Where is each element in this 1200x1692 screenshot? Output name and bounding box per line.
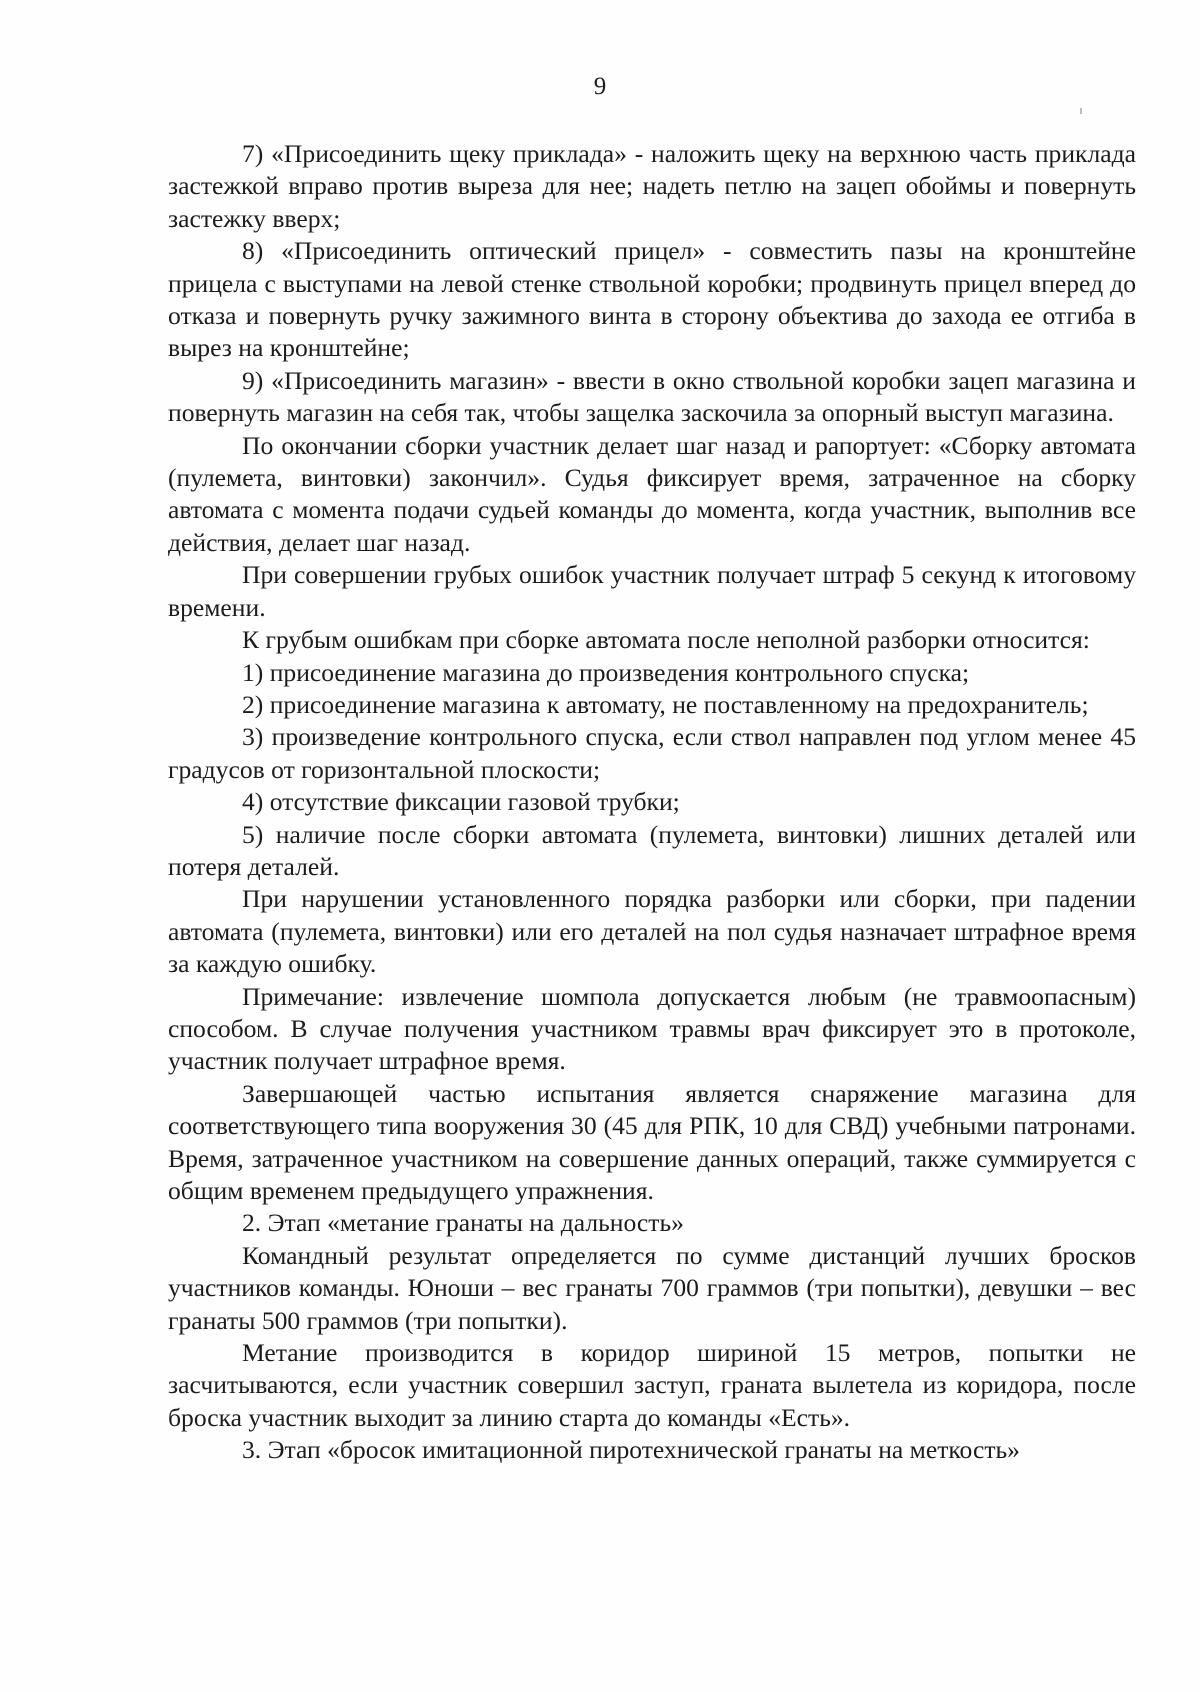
paragraph-magazine-loading: Завершающей частью испытания является снаряжение магазина для соответствующего типа вооружения 30 (45 для РПК, 10 для СВД) учебными патронами. Время, затраченное участником на совершение данных операций, также суммируется с общим временем предыдущего упражнения. — [168, 1078, 1136, 1205]
section-heading-stage-3: 3. Этап «бросок имитационной пиротехнической гранаты на меткость» — [242, 1435, 1020, 1465]
paragraph-error-2: 2) присоединение магазина к автомату, не поставленному на предохранитель; — [242, 689, 1089, 719]
paragraph-throwing-rules: Метание производится в коридор шириной 15 метров, попытки не засчитываются, если участник совершил заступ, граната вылетела из коридора, после броска участник выходит за линию старта до команды «Есть». — [168, 1338, 1136, 1432]
paragraph-error-1: 1) присоединение магазина до произведения контрольного спуска; — [242, 657, 970, 687]
document-body — [168, 138, 1136, 1467]
paragraph-item-9: 9) «Присоединить магазин» - ввести в окно ствольной коробки зацеп магазина и повернуть магазин на себя так, чтобы защелка заскочила за опорный выступ магазина. — [168, 365, 1136, 428]
paragraph-team-result: Командный результат определяется по сумме дистанций лучших бросков участников команды. Юноши – вес гранаты 700 граммов (три попытки), девушки – вес гранаты 500 граммов (три попытки). — [168, 1240, 1136, 1335]
paragraph-gross-errors-intro: К грубым ошибкам при сборке автомата после неполной разборки относится: — [242, 625, 1090, 655]
section-heading-stage-2: 2. Этап «метание гранаты на дальность» — [242, 1208, 684, 1238]
page-number: 9 — [593, 73, 607, 100]
paragraph-error-4: 4) отсутствие фиксации газовой трубки; — [242, 787, 680, 817]
paragraph-assembly-end: По окончании сборки участник делает шаг назад и рапортует: «Сборку автомата (пулемета, винтовки) закончил». Судья фиксирует время, затраченное на сборку автомата с момента подачи судьей команды до момента, когда участник, выполнив все действия, делает шаг назад. — [168, 430, 1136, 557]
paragraph-item-8: 8) «Присоединить оптический прицел» - совместить пазы на кронштейне прицела с выступами на левой стенке ствольной коробки; продвинуть прицел вперед до отказа и повернуть ручку зажимного винта в сторону объектива до захода ее отгиба в вырез на кронштейне; — [168, 236, 1136, 363]
paragraph-violation: При нарушении установленного порядка разборки или сборки, при падении автомата (пулемета, винтовки) или его деталей на пол судья назначает штрафное время за каждую ошибку. — [168, 884, 1136, 979]
paragraph-error-5: 5) наличие после сборки автомата (пулемета, винтовки) лишних деталей или потеря деталей. — [168, 819, 1136, 881]
paragraph-item-7: 7) «Присоединить щеку приклада» - наложить щеку на верхнюю часть приклада застежкой вправо против выреза для нее; надеть петлю на зацеп обоймы и повернуть застежку вверх; — [168, 139, 1136, 233]
paragraph-error-3: 3) произведение контрольного спуска, если ствол направлен под углом менее 45 градусов от горизонтальной плоскости; — [168, 722, 1136, 784]
paragraph-note: Примечание: извлечение шомпола допускается любым (не травмоопасным) способом. В случае получения участником травмы врач фиксирует это в протоколе, участник получает штрафное время. — [168, 981, 1136, 1076]
scan-speck — [1080, 108, 1082, 114]
paragraph-penalty: При совершении грубых ошибок участник получает штраф 5 секунд к итоговому времени. — [168, 560, 1136, 622]
